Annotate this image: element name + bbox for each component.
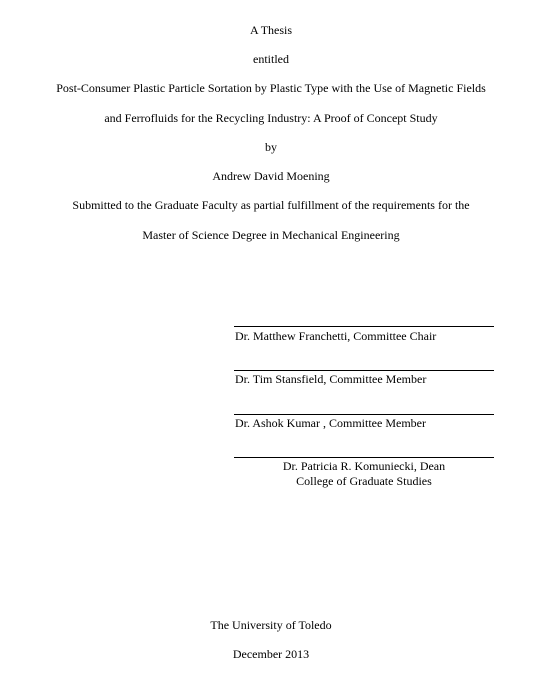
signature-label-member-2: Dr. Ashok Kumar , Committee Member xyxy=(235,416,426,430)
submission-line-2: Master of Science Degree in Mechanical Engineering xyxy=(142,228,400,242)
dean-name: Dr. Patricia R. Komuniecki, Dean xyxy=(282,459,446,473)
signature-label-chair: Dr. Matthew Franchetti, Committee Chair xyxy=(235,329,437,343)
submission-date: December 2013 xyxy=(232,647,310,661)
university-name: The University of Toledo xyxy=(210,618,332,632)
entitled-text: entitled xyxy=(253,52,289,66)
document-type: A Thesis xyxy=(249,23,293,37)
author-name: Andrew David Moening xyxy=(212,169,330,183)
thesis-title-line-2: and Ferrofluids for the Recycling Industry: A Proof of Concept Study xyxy=(104,111,438,125)
signature-label-member-1: Dr. Tim Stansfield, Committee Member xyxy=(235,372,427,386)
signature-line-chair xyxy=(234,326,494,327)
signature-line-dean xyxy=(234,457,494,458)
dean-college: College of Graduate Studies xyxy=(296,474,432,488)
thesis-title-line-1: Post-Consumer Plastic Particle Sortation by Plastic Type with the Use of Magnetic Fields xyxy=(56,81,486,95)
submission-line-1: Submitted to the Graduate Faculty as partial fulfillment of the requirements for the xyxy=(72,198,470,212)
by-text: by xyxy=(265,140,277,154)
